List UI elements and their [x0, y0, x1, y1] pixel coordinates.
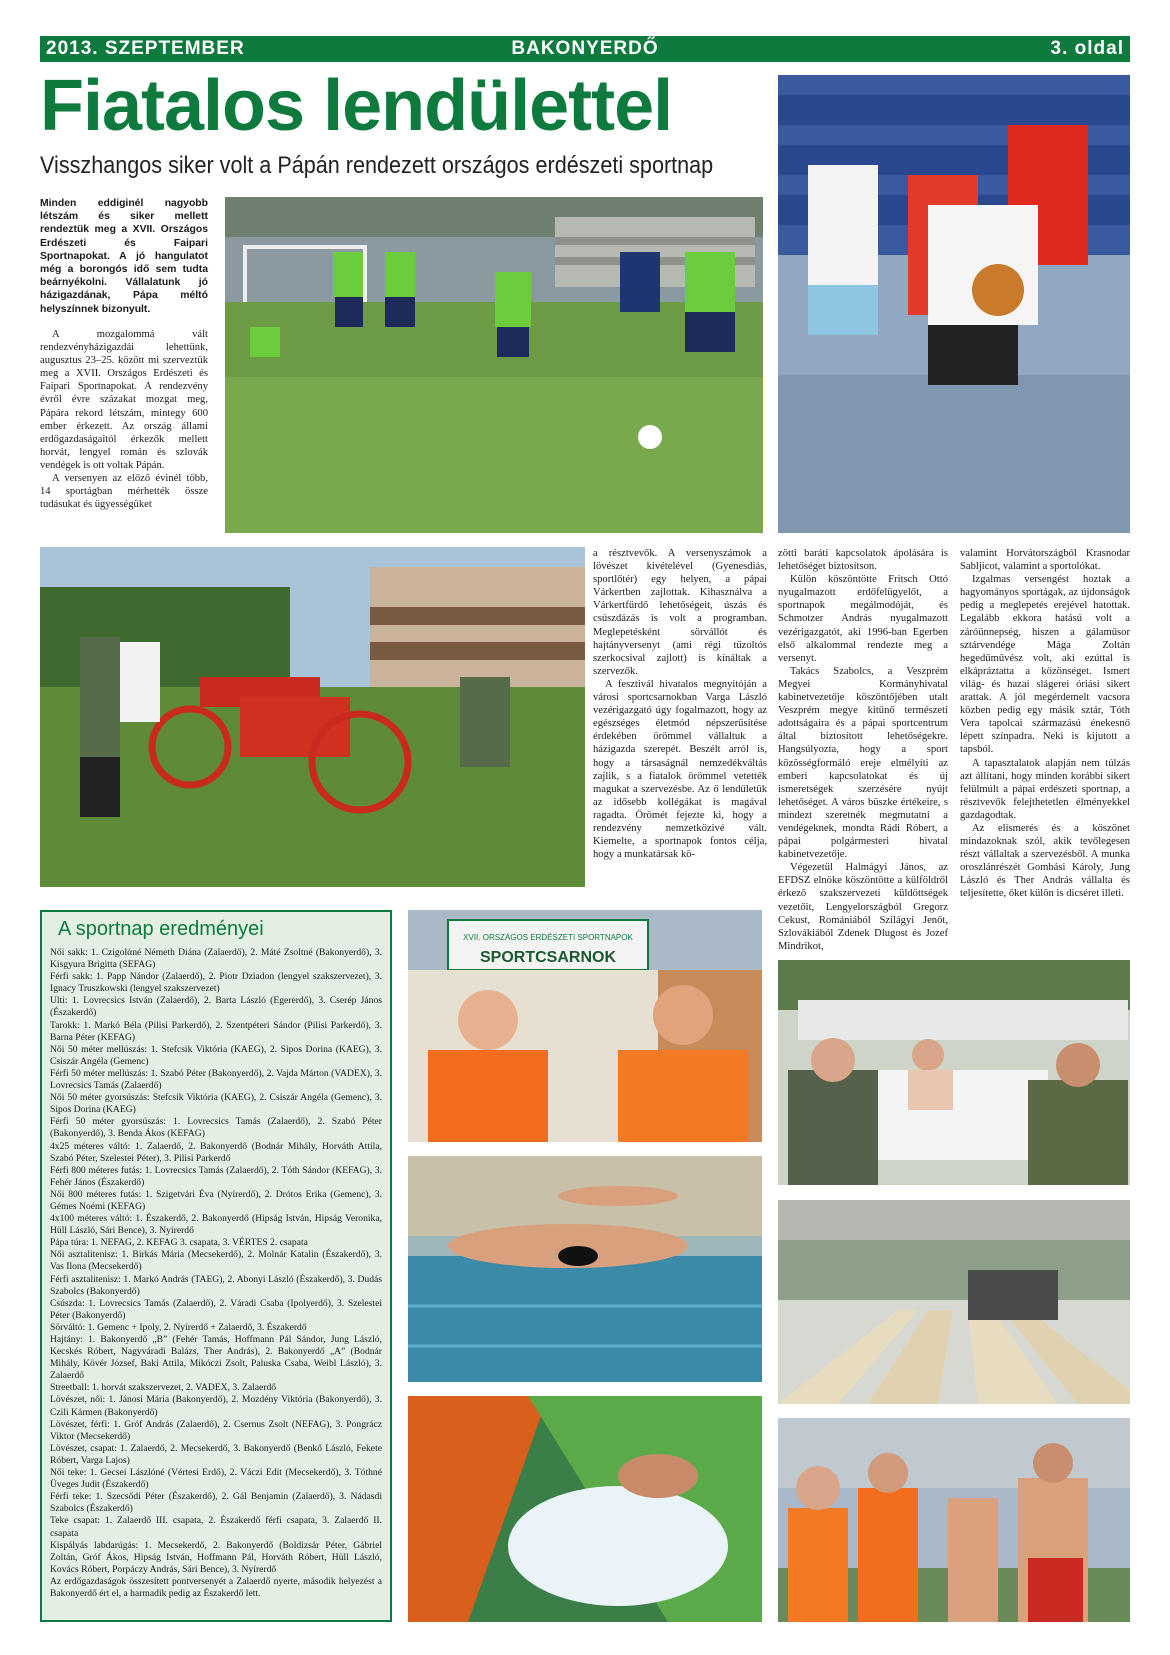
result-entry: Férfi 800 méteres futás: 1. Lovrecsics Tamás (Zalaerdő), 2. Tóth Sándor (KEFAG), 3. Fehér János (Északerdő) [50, 1164, 382, 1188]
page-number: 3. oldal [1050, 38, 1124, 59]
body-column-2 [593, 547, 767, 861]
results-box [40, 910, 392, 1622]
banner-line-1: XVII. ORSZÁGOS ERDÉSZETI SPORTNAPOK [463, 933, 633, 942]
result-entry: Lövészet, férfi: 1. Gróf András (Zalaerdő), 2. Csernus Zsolt (NEFAG), 3. Pongrácz Viktor (Mecsekerdő) [50, 1418, 382, 1442]
subheadline: Visszhangos siker volt a Pápán rendezett országos erdészeti sportnap [40, 152, 714, 179]
photo-streetball [778, 75, 1130, 533]
photo-bowling-hall [778, 1200, 1130, 1404]
paragraph: A versenyen az előző évinél több, 14 sportágban mérhették össze tudásukat és ügyességüket [40, 473, 208, 511]
lead-paragraph: Minden eddiginél nagyobb létszám és siker mellett rendeztük meg a XVII. Országos Erdészeti és Faipari Sportnapokat. A jó hangulatot még a borongós idő sem tudta beárnyékolni. Vállalatunk jó házigazdának, Pápa méltó helyszínnek bizonyult. [40, 198, 208, 315]
result-entry: Kispályás labdarúgás: 1. Mecsekerdő, 2. Bakonyerdő (Boldizsár Péter, Gábriel Zoltán, Gróf Ákos, Hipság István, Hoffmann Pál, Horváth Róbert, Hüll László, Kovács Róbert, Porpáczy András, Sári Bence), 3. Nyírerdő [50, 1539, 382, 1575]
results-title: A sportnap eredményei [58, 918, 264, 940]
photo-swimming-race [408, 1156, 762, 1382]
paragraph: A tapasztalatok alapján nem túlzás azt állítani, hogy minden korábbi sikert felülmúlt a pápai erdészeti sportnap, a résztvevők felejthetetlen élményekkel gazdagodtak. [960, 757, 1130, 821]
result-entry: Férfi 50 méter mellúszás: 1. Szabó Péter (Bakonyerdő), 2. Vajda Márton (VADEX), 3. Lovrecsics Tamás (Zalaerdő) [50, 1067, 382, 1092]
result-entry: Sörváltó: 1. Gemenc + Ipoly, 2. Nyírerdő + Zalaerdő, 3. Északerdő [50, 1321, 307, 1333]
result-entry: Az erdőgazdaságok összesített pontversenyét a Zalaerdő nyerte, második helyezést a Bakonyerdő ért el, a harmadik pedig az Északerdő lett. [50, 1575, 382, 1599]
result-entry: Teke csapat: 1. Zalaerdő III. csapata, 2. Északerdő férfi csapata, 3. Zalaerdő II. csapata [50, 1515, 382, 1539]
result-entry: 4x25 méteres váltó: 1. Zalaerdő, 2. Bakonyerdő (Bodnár Mihály, Horváth Attila, Szabó Péter, Szelestei Péter), 3. Pilisi Parkerdő [50, 1140, 382, 1164]
result-entry: 4x100 méteres váltó: 1. Északerdő, 2. Bakonyerdő (Hipság István, Hipság Veronika, Hüll László, Sári Bence), 3. Nyírerdő [50, 1213, 382, 1237]
result-entry: Lövészet, csapat: 1. Zalaerdő, 2. Mecsekerdő, 3. Bakonyerdő (Benkő László, Fekete Róbert, Varga Lajos) [50, 1442, 382, 1466]
banner-line-2: SPORTCSARNOK [479, 949, 617, 966]
photo-water-slide [408, 1396, 762, 1622]
result-entry: Pápa túra: 1. NEFAG, 2. KEFAG 3. csapata, 3. VÉRTES 2. csapata [50, 1237, 308, 1249]
issue-date: 2013. SZEPTEMBER [46, 38, 245, 59]
result-entry: Női sakk: 1. Czigolάné Németh Diána (Zalaerdő), 2. Máté Zsoltné (Bakonyerdő), 3. Kisgyura Brigitta (SEFAG) [50, 947, 382, 971]
paragraph: Az elismerés és a köszönet mindazoknak szól, akik tevőlegesen részt vállaltak a szervezésből. A munka oroszlánrészét Gombási Károly, Jung László és Ther András vállalta és teljesítette, őket külön is dicséret illeti. [960, 822, 1130, 900]
body-column-1 [40, 328, 208, 511]
result-entry: Férfi teke: 1. Szecsődi Péter (Északerdő), 2. Gál Benjamin (Zalaerdő), 3. Nádasdi Szabolcs (Északerdő) [50, 1491, 382, 1515]
result-entry: Férfi 50 méter gyorsúszás: 1. Lovrecsics Tamás (Zalaerdő), 2. Szabó Péter (Bakonyerdő), 3. Benda Ákos (KEFAG) [50, 1116, 382, 1140]
result-entry: Hajtány: 1. Bakonyerdő „B” (Fehér Tamás, Hoffmann Pál Sándor, Jung László, Kecskés Róbert, Nagyváradi Balázs, Ther András), 2. Bakonyerdő „A” (Bodnár Mihály, Kövér József, Baki Attila, Mikóczi Zsolt, Paluska Csaba, Weibl László), 3. Zalaerdő [50, 1334, 382, 1382]
paragraph: Végezetül Halmágyi János, az EFDSZ elnöke köszöntötte a külföldről érkező szakszervezeti küldöttségek vezetőit, Lengyelországból Gregorz Cekust, Romániából Szilágyi Jenőt, Szlovákiából Zdenek Dlugost és Jozef Mindrikot, [778, 862, 948, 952]
result-entry: Lövészet, női: 1. Jánosi Mária (Bakonyerdő), 2. Mozdény Viktória (Bakonyerdő), 3. Czili Kármen (Bakonyerdő) [50, 1394, 382, 1418]
body-column-4 [960, 547, 1130, 901]
result-entry: Női teke: 1. Gecsei Lászlóné (Vértesi Erdő), 2. Váczi Edit (Mecsekerdő), 3. Tóthné Üveges Judit (Északerdő) [50, 1467, 382, 1491]
paragraph: Izgalmas versengést hoztak a hagyományos sportágak, az újdonságok pedig a meglepetés erejével hatottak. Legalább ekkora hatású volt a záróünnepség, hiszen a gálaműsor sztárvendége Mága Zoltán hegedűművész volt, aki ezúttal is elkápráztatta a közönséget. Ismert világ- és hazai slágerei óriási sikert arattak. A jól megérdemelt vacsora közben pedig egy másik sztár, Tóth Vera tapolcai származású énekesnő lépett színpadra. Neki is kijutott a tapsból. [960, 574, 1130, 756]
body-column-3 [778, 547, 948, 953]
paragraph: zötti baráti kapcsolatok ápolására is lehetőséget biztosítson. [778, 548, 948, 573]
result-entry: Csúszda: 1. Lovrecsics Tamás (Zalaerdő), 2. Váradi Csaba (Ipolyerdő), 3. Szelestei Péter (Bakonyerdő) [50, 1297, 382, 1321]
paragraph: A fesztivál hivatalos megnyitóján a városi sportcsarnokban Varga László vezérigazgató úgy fogalmazott, hogy az egészséges életmód népszerűsítése érdekében örömmel vállaltuk a házigazda szerepét. Beszélt arról is, hogy a társaságnál nemzedékváltás zajlik, s a fiatalok örömmel vetették magukat a szervezésbe. Az ő lendületük az idősebb kollégákat is magával ragadta. Örömét fejezte ki, hogy a rendezvény nemzetközivé vált. Kiemelte, a sportnapok fontos célja, hogy a munkatársak kö- [593, 678, 767, 861]
result-entry: Ulti: 1. Lovrecsics István (Zalaerdő), 2. Barta László (Egererdő), 3. Cserép János (Északerdő) [50, 995, 382, 1019]
paper-name: BAKONYERDŐ [511, 38, 659, 59]
paragraph: a résztvevők. A versenyszámok a lövészet kivételével (Gyenesdiás, sportlőtér) egy helyen, a pápai Várkertben zajlottak. Kihasználva a Várkertfürdő lehetőségeit, úszás és csúszdázás is volt a programban. Meglepetésként sörvállót és hajtányversenyt (ami régi tűzoltós szerkocsival zajlott) is kínáltak a szervezők. [593, 548, 767, 677]
paragraph: Takács Szabolcs, a Veszprém Megyei Kormányhivatal kabinetvezetője köszöntőjében utalt Veszprém megye kitűnő természeti adottságaira és a pápai sportcentrum által biztosított lehetőségekre. Hangsúlyozta, hogy a sport közösségformáló ereje elmélyíti az emberi kapcsolatokat és új ismeretségek szerzésére nyújt lehetőséget. A város büszke értékeire, s mindezt szeretnék megmutatni a vendégeknek, mondta Rádi Róbert, a pápai polgármesteri hivatal kabinetvezetője. [778, 665, 948, 861]
paragraph: A mozgalommá vált rendezvényházigazdái lehettünk, augusztus 23–25. között mi szerveztük meg a XVII. Országos Erdészeti és Faipari Sportnapokat. A rendezvény évről évre százakat mozgat meg, Pápára rekord létszám, mintegy 600 ember érkezett. Az ország állami erdőgazdaságaitól érkezők mellett horvát, lengyel román és szlovák vendégek is ott voltak Pápán. [40, 329, 208, 471]
result-entry: Streetball: 1. horvát szakszervezet, 2. VADEX, 3. Zalaerdő [50, 1382, 277, 1394]
paragraph: Külön köszöntötte Fritsch Ottó nyugalmazott erdőfelügyelőt, a sportnapok megálmodóját, és Schmotzer András nyugalmazott vezérigazgatót, aki 1996-ban Egerben első alkalommal rendezte meg a versenyt. [778, 574, 948, 664]
result-entry: Női 50 méter gyorsúszás: Stefcsik Viktória (KAEG), 2. Csiszár Angéla (Gemenc), 3. Sipos Dorina (KAEG) [50, 1092, 382, 1116]
result-entry: Tarokk: 1. Markó Béla (Pilisi Parkerdő), 2. Szentpéteri Sándor (Pilisi Parkerdő), 3. Barna Péter (KEFAG) [50, 1019, 382, 1043]
paragraph: valamint Horvátországból Krasnodar Sabljicot, valamint a sportolókat. [960, 548, 1130, 573]
photo-fire-engine-race [40, 547, 585, 887]
result-entry: Női 50 méter mellúszás: 1. Stefcsik Viktória (KAEG), 2. Sipos Dorina (KAEG), 3. Csiszár Angéla (Gemenc) [50, 1043, 382, 1067]
photo-crowd-poolside [778, 1418, 1130, 1622]
result-entry: Férfi sakk: 1. Papp Nándor (Zalaerdő), 2. Piotr Dziadon (lengyel szakszervezet), 3. Ignacy Truszkowski (lengyel szakszervezet) [50, 971, 382, 995]
headline: Fiatalos lendülettel [40, 66, 673, 146]
result-entry: Férfi asztalitenisz: 1. Markó András (TAEG), 2. Abonyi László (Északerdő), 3. Dudás Szabolcs (Bakonyerdő) [50, 1273, 382, 1297]
result-entry: Női 800 méteres futás: 1. Szigetvári Éva (Nyírerdő), 2. Drótos Erika (Gemenc), 3. Gémes Noémi (KEFAG) [50, 1188, 382, 1212]
result-entry: Női asztalitenisz: 1. Birkás Mária (Mecsekerdő), 2. Molnár Katalin (Északerdő), 3. Vas Ilona (Mecsekerdő) [50, 1249, 382, 1273]
photo-sportcsarnok-officials [408, 910, 762, 1142]
results-list [50, 947, 382, 1600]
masthead-bar [40, 36, 1130, 62]
photo-football-match [225, 197, 763, 533]
photo-card-game [778, 960, 1130, 1185]
